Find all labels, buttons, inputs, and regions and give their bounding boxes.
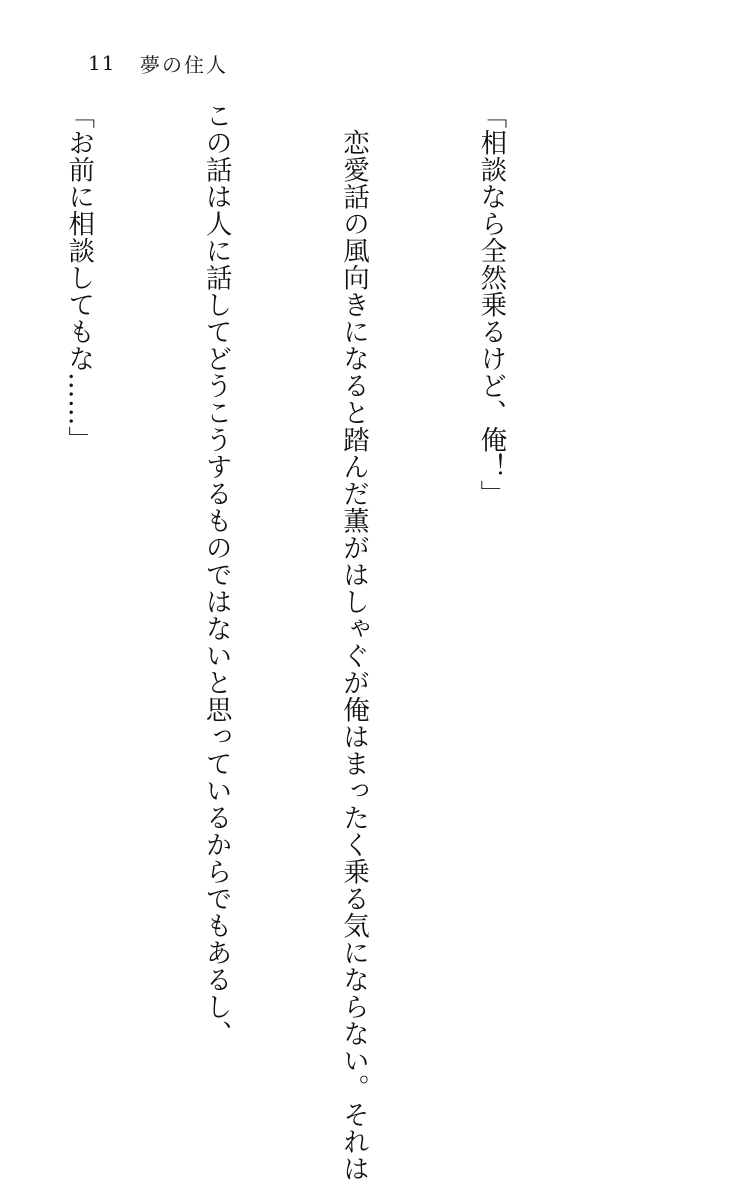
chapter-title: 夢の住人 <box>140 52 228 77</box>
text-line: 「お前に相談してもな……」 <box>63 102 95 453</box>
text-line: 「相談なら全然乗るけど、俺！」 <box>475 102 507 507</box>
text-line: 恋愛話の風向きになると踏んだ薫がはしゃぐが俺はまったく乗る気にならない。それは <box>338 102 370 1182</box>
body-text <box>0 102 605 1182</box>
text-line: この話は人に話してどうこうするものではないと思っているからでもあるし、 <box>200 102 232 1047</box>
page-header <box>88 48 228 78</box>
page-number: 11 <box>88 51 116 75</box>
